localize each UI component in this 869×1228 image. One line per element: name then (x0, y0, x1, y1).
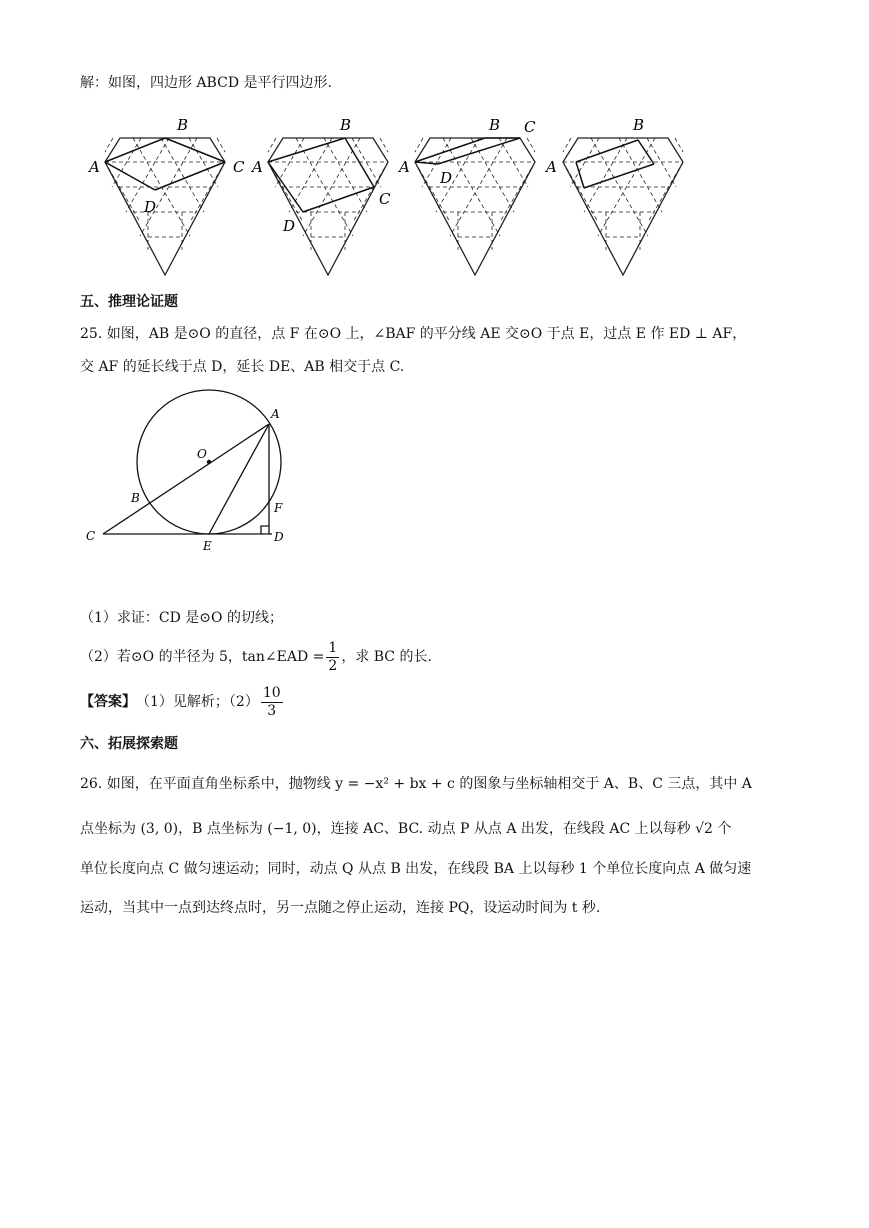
label-d: D (144, 198, 157, 216)
fraction-numerator: 1 (328, 639, 338, 656)
q26-line1: 26. 如图，在平面直角坐标系中，抛物线 y = −x² + bx + c 的图象与坐标轴相交于 A、B、C 三点，其中 A (80, 776, 752, 792)
label-b: B (177, 116, 189, 134)
q25-line1: 25. 如图，AB 是⊙O 的直径，点 F 在⊙O 上，∠BAF 的平分线 AE 交⊙O 于点 E，过点 E 作 ED ⊥ AF， (80, 326, 747, 342)
fraction-denominator: 3 (267, 702, 277, 719)
fraction-numerator: 10 (262, 684, 281, 701)
fraction-denominator: 2 (328, 657, 338, 674)
label-d: D (440, 169, 453, 187)
section-title-6: 六、拓展探索题 (80, 736, 178, 752)
fraction-ten-thirds (261, 685, 283, 720)
label-c: C (233, 158, 245, 176)
q26-line2: 点坐标为 (3, 0)，B 点坐标为 (−1, 0)，连接 AC、BC. 动点 P 从点 A 出发，在线段 AC 上以每秒 √2 个 (80, 821, 732, 837)
label-d: D (274, 530, 284, 544)
q25-part2-prefix: （2）若⊙O 的半径为 5，tan∠EAD = (80, 649, 325, 665)
diamond-1 (87, 116, 245, 275)
circle-tangent-figure (0, 395, 869, 555)
label-b: B (489, 116, 501, 134)
label-f: F (274, 501, 283, 515)
label-o: O (197, 447, 207, 461)
label-b: B (131, 491, 140, 505)
q25-part1: （1）求证：CD 是⊙O 的切线； (80, 610, 283, 626)
answer-text: （1）见解析；（2） (136, 694, 259, 710)
answer-label: 【答案】 (80, 694, 136, 710)
solution-line: 解：如图，四边形 ABCD 是平行四边形. (80, 75, 332, 91)
label-b: B (633, 116, 645, 134)
label-d: D (283, 217, 296, 235)
label-c: C (86, 529, 96, 543)
label-a: A (546, 158, 557, 176)
q26-line4: 运动，当其中一点到达终点时，另一点随之停止运动，连接 PQ，设运动时间为 t 秒. (80, 900, 601, 916)
fraction-one-half (326, 640, 339, 675)
label-b: B (340, 116, 352, 134)
section-title-5: 五、推理论证题 (80, 294, 178, 310)
diamond-figures (0, 110, 869, 285)
label-a: A (252, 158, 263, 176)
label-c: C (524, 118, 536, 136)
q25-part2 (80, 637, 432, 677)
label-a: A (399, 158, 410, 176)
label-c: C (379, 190, 391, 208)
label-a: A (271, 407, 280, 421)
label-e: E (203, 539, 212, 553)
diamond-4 (544, 116, 683, 275)
q25-answer (80, 682, 285, 722)
q25-part2-suffix: ，求 BC 的长. (341, 649, 432, 665)
diamond-2 (250, 116, 391, 275)
diamond-3 (397, 116, 536, 275)
q26-line3: 单位长度向点 C 做匀速运动；同时，动点 Q 从点 B 出发，在线段 BA 上以每秒 1 个单位长度向点 A 做匀速 (80, 861, 752, 877)
label-a: A (89, 158, 100, 176)
center-o-dot (207, 460, 211, 464)
q25-line2: 交 AF 的延长线于点 D，延长 DE、AB 相交于点 C. (80, 359, 405, 375)
